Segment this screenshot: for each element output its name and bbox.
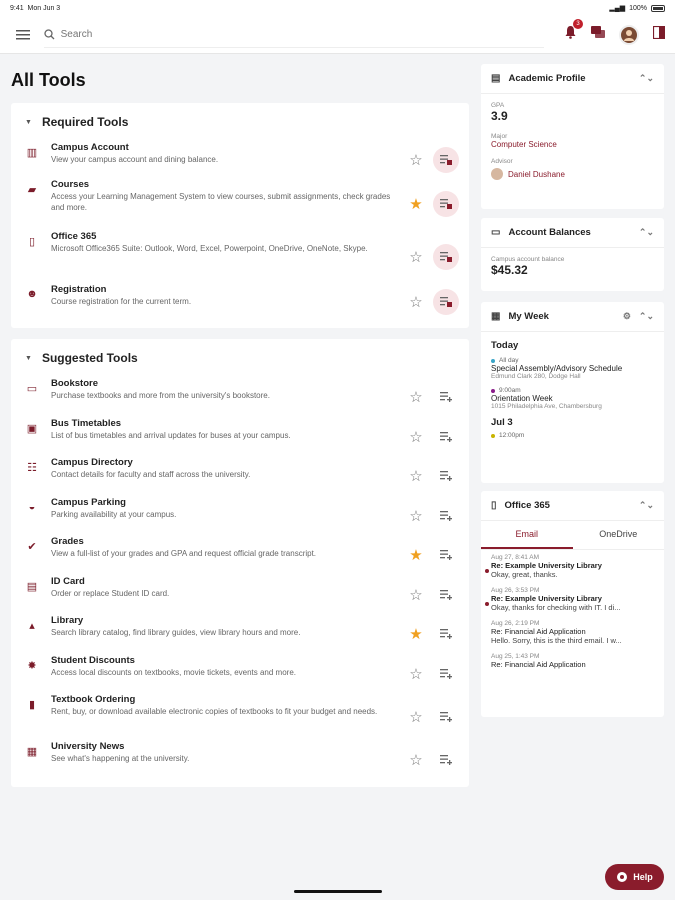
tool-name: Campus Parking <box>51 497 126 508</box>
star-outline-icon[interactable]: ☆ <box>409 708 423 726</box>
email-preview: Okay, great, thanks. <box>491 570 558 579</box>
day-heading: Today <box>491 340 519 351</box>
tool-text <box>51 614 459 638</box>
advisor-avatar <box>491 168 503 180</box>
tool-actions <box>407 147 459 173</box>
suggested-tools-card <box>11 339 469 787</box>
tool-actions <box>407 244 459 270</box>
tool-actions <box>407 289 459 315</box>
library-icon: ▴ <box>29 619 35 632</box>
add-to-list-button[interactable] <box>433 289 459 315</box>
add-to-list-button[interactable] <box>433 582 459 608</box>
status-time: 9:41 <box>10 4 24 12</box>
tool-name: Campus Account <box>51 142 129 153</box>
battery-icon <box>651 5 665 12</box>
event-time: 12:00pm <box>499 432 525 439</box>
balance-label: Campus account balance <box>491 256 565 263</box>
star-filled-icon[interactable]: ★ <box>409 196 423 213</box>
tool-actions <box>407 661 459 687</box>
add-to-list-button[interactable] <box>433 147 459 173</box>
tool-text <box>51 654 459 678</box>
tool-text <box>51 230 459 254</box>
add-to-list-button[interactable] <box>433 704 459 730</box>
tool-row-library[interactable] <box>11 614 469 654</box>
tool-text <box>51 740 459 764</box>
tool-name: Office 365 <box>51 231 97 242</box>
panel-icon <box>653 26 665 39</box>
news-icon: ▦ <box>26 745 38 758</box>
tool-text <box>51 377 459 401</box>
tool-description: View a full-list of your grades and GPA and request official grade transcript. <box>51 549 317 558</box>
unread-dot <box>485 602 489 606</box>
playlist-add-icon <box>440 199 452 209</box>
playlist-add-icon <box>440 252 452 262</box>
tool-actions <box>407 463 459 489</box>
section-title: Required Tools <box>41 115 129 129</box>
tool-actions <box>407 542 459 568</box>
email-date: Aug 25, 1:43 PM <box>491 653 540 660</box>
caret-down-icon: ▼ <box>25 118 32 126</box>
email-date: Aug 27, 8:41 AM <box>491 554 540 561</box>
tool-actions <box>407 747 459 773</box>
my-week-header <box>481 302 664 332</box>
week-event[interactable] <box>491 357 654 380</box>
tool-text <box>51 178 459 213</box>
tool-text <box>51 141 459 165</box>
add-to-list-button[interactable] <box>433 384 459 410</box>
office-tabs <box>481 521 664 550</box>
gpa-label: GPA <box>491 102 505 109</box>
bus-icon: ▣ <box>26 422 38 435</box>
email-preview: Okay, thanks for checking with IT. I di... <box>491 603 621 612</box>
email-date: Aug 26, 2:19 PM <box>491 620 540 627</box>
tool-name: Grades <box>51 536 84 547</box>
chat-icon <box>591 26 605 39</box>
playlist-add-icon <box>440 471 452 481</box>
email-subject: Re: Example University Library <box>491 561 602 570</box>
person-icon <box>623 29 635 41</box>
sidebar-toggle-button[interactable] <box>653 26 665 44</box>
messages-button[interactable] <box>591 26 605 44</box>
advisor-name[interactable]: Daniel Dushane <box>508 169 565 179</box>
card-title: Account Balances <box>508 227 591 238</box>
tool-description: Access your Learning Management System to view courses, submit assignments, check grades and more. <box>51 192 391 212</box>
tool-actions <box>407 191 459 217</box>
expand-icon[interactable]: ⌃⌄ <box>638 500 654 510</box>
day-heading: Jul 3 <box>491 417 513 428</box>
page-title: All Tools <box>11 70 86 90</box>
office365-header <box>481 491 664 521</box>
add-to-list-button[interactable] <box>433 503 459 529</box>
gpa-value: 3.9 <box>491 109 508 123</box>
car-icon: ◒ <box>28 501 36 513</box>
playlist-add-icon <box>440 629 452 639</box>
discount-icon: ✸ <box>27 659 37 672</box>
tool-description: Order or replace Student ID card. <box>51 589 170 598</box>
office-icon: ▯ <box>491 500 497 511</box>
card-title: Academic Profile <box>508 73 586 84</box>
event-time: 9:00am <box>499 387 521 394</box>
academic-profile-header <box>481 64 664 94</box>
settings-gear-icon[interactable]: ⚙ <box>622 311 631 321</box>
tool-row-id-card[interactable] <box>11 575 469 614</box>
caret-down-icon: ▼ <box>25 354 32 362</box>
add-to-list-button[interactable] <box>433 424 459 450</box>
building-icon: ▥ <box>26 146 38 159</box>
balance-amount: $45.32 <box>491 263 528 277</box>
tool-description: Parking availability at your campus. <box>51 510 177 519</box>
user-avatar[interactable] <box>619 25 639 45</box>
section-title: Suggested Tools <box>41 351 138 365</box>
star-outline-icon[interactable]: ☆ <box>409 507 423 525</box>
tool-row-grades[interactable] <box>11 535 469 575</box>
home-indicator <box>294 890 382 893</box>
menu-button[interactable] <box>10 22 36 48</box>
star-outline-icon[interactable]: ☆ <box>409 389 423 406</box>
tool-row-university-news[interactable] <box>11 740 469 780</box>
tool-description: Rent, buy, or download available electronic copies of textbooks to fit your budget and needs. <box>51 707 378 716</box>
tool-name: Campus Directory <box>51 457 133 468</box>
add-to-list-button[interactable] <box>433 747 459 773</box>
event-location: Edmund Clark 280, Dodge Hall <box>491 373 581 380</box>
tool-text <box>51 283 459 307</box>
expand-icon[interactable]: ⌃⌄ <box>638 311 654 321</box>
unread-dot <box>485 569 489 573</box>
status-date: Mon Jun 3 <box>27 4 61 12</box>
required-tools-card <box>11 103 469 328</box>
tool-text <box>51 575 459 599</box>
tool-name: Student Discounts <box>51 655 135 666</box>
required-tools-header[interactable] <box>11 103 469 141</box>
top-bar <box>0 16 675 54</box>
tool-actions <box>407 424 459 450</box>
office365-card <box>481 491 664 717</box>
search-bar <box>44 22 544 48</box>
tool-actions <box>407 582 459 608</box>
star-outline-icon[interactable]: ☆ <box>409 151 423 169</box>
tool-name: University News <box>51 741 125 752</box>
tool-actions <box>407 704 459 730</box>
email-subject: Re: Example University Library <box>491 594 602 603</box>
tool-description: See what's happening at the university. <box>51 754 190 763</box>
notifications-button[interactable] <box>564 21 580 44</box>
id-card-icon: ▤ <box>26 580 38 593</box>
star-outline-icon[interactable]: ☆ <box>409 428 423 446</box>
textbook-icon: ▮ <box>28 698 36 711</box>
playlist-add-icon <box>440 712 452 722</box>
tool-actions <box>407 384 459 410</box>
advisor-label: Advisor <box>491 158 513 165</box>
tool-description: Course registration for the current term. <box>51 297 192 306</box>
profile-card-icon: ▤ <box>491 73 501 84</box>
playlist-add-icon <box>440 755 452 765</box>
email-subject: Re: Financial Aid Application <box>491 627 586 636</box>
tool-name: Bookstore <box>51 378 98 389</box>
expand-icon[interactable]: ⌃⌄ <box>638 227 654 237</box>
search-input[interactable] <box>61 29 544 40</box>
status-bar <box>0 0 675 16</box>
tool-actions <box>407 621 459 647</box>
tool-row-bus-timetables[interactable] <box>11 417 469 456</box>
battery-text: 100% <box>629 4 647 12</box>
event-title: Special Assembly/Advisory Schedule <box>491 364 623 373</box>
tool-name: Library <box>51 615 84 626</box>
tool-name: Registration <box>51 284 107 295</box>
calendar-icon: ▦ <box>491 311 501 322</box>
star-outline-icon[interactable]: ☆ <box>409 248 423 266</box>
tool-text <box>51 456 459 480</box>
tool-text <box>51 535 459 559</box>
email-item[interactable] <box>481 616 664 649</box>
add-to-list-button[interactable] <box>433 463 459 489</box>
event-location: 1015 Philadelphia Ave, Chambersburg <box>491 403 602 410</box>
tool-text <box>51 693 459 717</box>
event-time: All day <box>499 357 519 364</box>
add-to-list-button[interactable] <box>433 191 459 217</box>
academic-profile-card <box>481 64 664 209</box>
tool-name: Textbook Ordering <box>51 694 136 705</box>
tab-email[interactable]: Email <box>481 521 573 549</box>
tool-row-office-365[interactable] <box>11 230 469 283</box>
playlist-add-icon <box>440 297 452 307</box>
tool-description: List of bus timetables and arrival updates for buses at your campus. <box>51 431 291 440</box>
tool-row-campus-account[interactable] <box>11 141 469 178</box>
playlist-add-icon <box>440 669 452 679</box>
star-outline-icon[interactable]: ☆ <box>409 586 423 604</box>
tool-description: Search library catalog, find library guides, view library hours and more. <box>51 628 301 637</box>
tab-onedrive[interactable]: OneDrive <box>599 529 638 539</box>
signal-icon: ▂▄▆ <box>609 5 626 12</box>
playlist-add-icon <box>440 432 452 442</box>
tool-row-registration[interactable] <box>11 283 469 320</box>
tool-name: Courses <box>51 179 90 190</box>
hamburger-icon <box>16 29 30 41</box>
help-button[interactable] <box>605 864 664 890</box>
playlist-add-icon <box>440 550 452 560</box>
office-icon: ▯ <box>28 235 36 248</box>
tool-description: Microsoft Office365 Suite: Outlook, Word, Excel, Powerpoint, OneDrive, OneNote, Skype. <box>51 244 368 253</box>
tool-actions <box>407 503 459 529</box>
email-subject: Re: Financial Aid Application <box>491 660 586 669</box>
check-badge-icon: ✔ <box>27 540 37 553</box>
event-dot <box>491 389 495 393</box>
card-title: Office 365 <box>504 500 550 511</box>
tool-name: Bus Timetables <box>51 418 122 429</box>
people-icon: ☷ <box>27 461 37 474</box>
email-preview: Hello. Sorry, this is the third email. I w... <box>491 636 622 645</box>
tool-row-campus-parking[interactable] <box>11 496 469 535</box>
account-balances-card <box>481 218 664 291</box>
star-outline-icon[interactable]: ☆ <box>409 468 423 485</box>
playlist-add-icon <box>440 511 452 521</box>
playlist-add-icon <box>440 155 452 165</box>
tool-row-bookstore[interactable] <box>11 377 469 417</box>
wallet-icon: ▭ <box>491 227 501 238</box>
add-to-list-button[interactable] <box>433 661 459 687</box>
event-dot <box>491 434 495 438</box>
add-to-list-button[interactable] <box>433 542 459 568</box>
tool-description: Purchase textbooks and more from the university's bookstore. <box>51 391 270 400</box>
tool-description: Access local discounts on textbooks, movie tickets, events and more. <box>51 668 297 677</box>
suggested-tools-header[interactable] <box>11 339 469 377</box>
tool-row-courses[interactable] <box>11 178 469 230</box>
tool-name: ID Card <box>51 576 85 587</box>
book-icon: ▰ <box>27 183 37 196</box>
account-balances-header <box>481 218 664 248</box>
tool-row-student-discounts[interactable] <box>11 654 469 693</box>
major-label: Major <box>491 133 508 140</box>
week-event[interactable] <box>491 387 654 410</box>
expand-icon[interactable]: ⌃⌄ <box>638 73 654 83</box>
tool-description: View your campus account and dining balance. <box>51 155 219 164</box>
email-item[interactable] <box>481 583 664 616</box>
book-open-icon: ▭ <box>26 382 38 395</box>
email-item[interactable] <box>481 550 664 583</box>
email-date: Aug 26, 3:53 PM <box>491 587 540 594</box>
notification-badge: 3 <box>573 19 583 29</box>
help-label: Help <box>633 872 653 882</box>
tool-text <box>51 496 459 520</box>
tool-description: Contact details for faculty and staff across the university. <box>51 470 251 479</box>
tool-text <box>51 417 459 441</box>
add-to-list-button[interactable] <box>433 621 459 647</box>
email-item[interactable] <box>481 649 664 673</box>
star-outline-icon[interactable]: ☆ <box>409 293 423 311</box>
tool-row-campus-directory[interactable] <box>11 456 469 496</box>
playlist-add-icon <box>440 392 452 402</box>
star-filled-icon[interactable]: ★ <box>409 547 423 564</box>
event-title: Orientation Week <box>491 394 553 403</box>
add-to-list-button[interactable] <box>433 244 459 270</box>
star-filled-icon[interactable]: ★ <box>409 626 423 643</box>
lifebuoy-icon <box>616 871 628 883</box>
major-value[interactable]: Computer Science <box>491 140 557 149</box>
search-icon <box>44 29 55 40</box>
playlist-add-icon <box>440 590 452 600</box>
my-week-card <box>481 302 664 483</box>
event-dot <box>491 359 495 363</box>
star-outline-icon[interactable]: ☆ <box>409 665 423 683</box>
card-title: My Week <box>508 311 549 322</box>
tool-row-textbook-ordering[interactable] <box>11 693 469 740</box>
person-add-icon: ☻ <box>26 288 38 300</box>
star-outline-icon[interactable]: ☆ <box>409 752 423 769</box>
